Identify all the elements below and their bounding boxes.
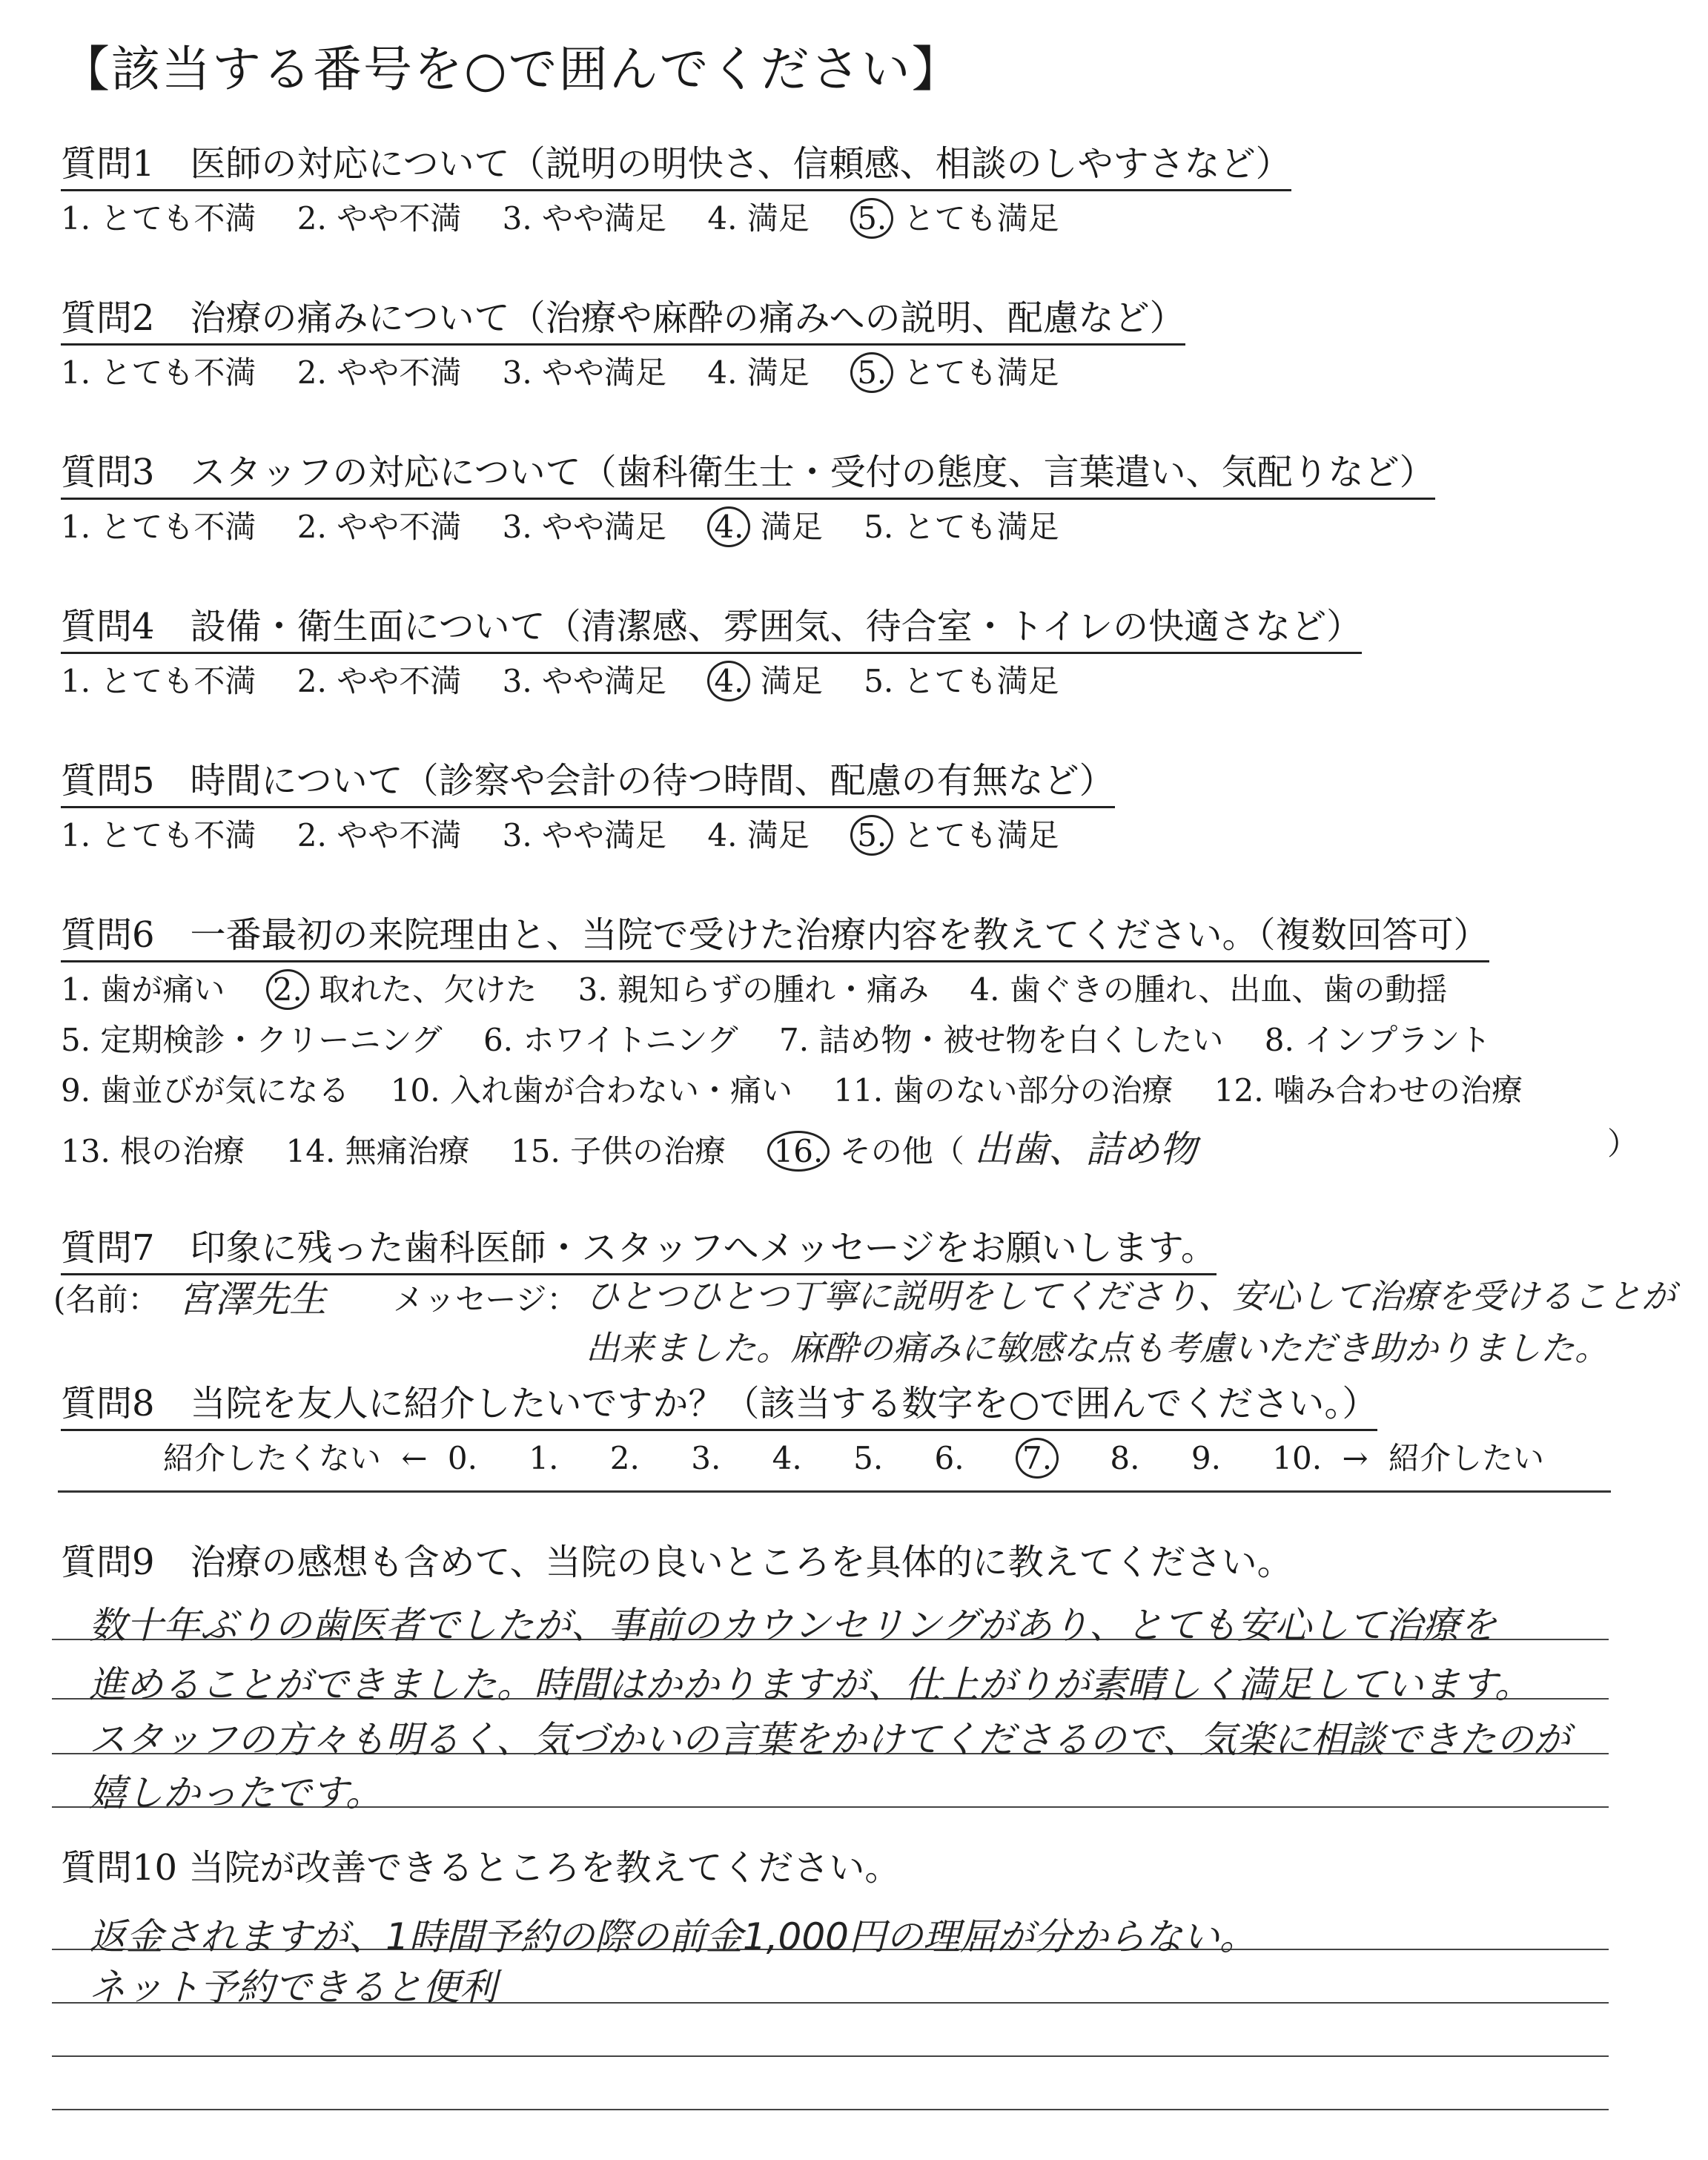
q6-row-2 bbox=[61, 1016, 1491, 1060]
q3-label: 質問3 スタッフの対応について（歯科衛生士・受付の態度、言葉遣い、気配りなど） bbox=[61, 443, 1435, 500]
q6-row-1 bbox=[61, 965, 1447, 1010]
q4-options bbox=[61, 657, 1059, 701]
q6-opt-16-text: その他（ bbox=[839, 1133, 964, 1169]
q2-opt-2[interactable]: 2. やや不満 bbox=[297, 354, 462, 391]
q6-label: 質問6 一番最初の来院理由と、当院で受けた治療内容を教えてください。（複数回答可） bbox=[61, 906, 1489, 962]
q5-opt-4[interactable]: 4. 満足 bbox=[707, 817, 810, 853]
q6-other-close-paren: ） bbox=[1607, 1126, 1639, 1162]
q2-opt-5-circled[interactable]: 5. bbox=[850, 352, 893, 393]
q1-opt-3[interactable]: 3. やや満足 bbox=[502, 200, 667, 237]
q6-opt-2-circled[interactable]: 2. bbox=[266, 969, 309, 1010]
q9-answer-line-4[interactable]: 嬉しかったです。 bbox=[89, 1771, 383, 1814]
q10-line-rule-4 bbox=[52, 2109, 1609, 2110]
q7-name-input[interactable]: 宮澤先生 bbox=[178, 1278, 326, 1321]
q6-opt-5[interactable]: 5. 定期検診・クリーニング bbox=[61, 1022, 443, 1058]
q1-options bbox=[61, 194, 1059, 239]
q9-label: 質問9 治療の感想も含めて、当院の良いところを具体的に教えてください。 bbox=[61, 1542, 1293, 1583]
q8-num-4[interactable]: 4. bbox=[772, 1440, 802, 1476]
q1-opt-5-text: とても満足 bbox=[903, 200, 1059, 237]
q9-answer-line-1[interactable]: 数十年ぶりの歯医者でしたが、事前のカウンセリングがあり、とても安心して治療を bbox=[89, 1604, 1497, 1647]
q6-opt-10[interactable]: 10. 入れ歯が合わない・痛い bbox=[390, 1072, 792, 1109]
q4-opt-2[interactable]: 2. やや不満 bbox=[297, 663, 462, 699]
q1-label: 質問1 医師の対応について（説明の明快さ、信頼感、相談のしやすさなど） bbox=[61, 135, 1291, 191]
q4-opt-1[interactable]: 1. とても不満 bbox=[61, 663, 256, 699]
q8-num-7-circled[interactable]: 7. bbox=[1016, 1438, 1059, 1479]
q8-num-6[interactable]: 6. bbox=[934, 1440, 964, 1476]
q8-num-2[interactable]: 2. bbox=[609, 1440, 640, 1476]
q5-label: 質問5 時間について（診察や会計の待つ時間、配慮の有無など） bbox=[61, 752, 1115, 808]
q8-right-label: → 紹介したい bbox=[1342, 1440, 1544, 1476]
q6-opt-6[interactable]: 6. ホワイトニング bbox=[483, 1022, 738, 1058]
q7-name-label: (名前： bbox=[53, 1281, 159, 1318]
q8-num-1[interactable]: 1. bbox=[529, 1440, 559, 1476]
q8-num-3[interactable]: 3. bbox=[691, 1440, 721, 1476]
q6-opt-12[interactable]: 12. 噛み合わせの治療 bbox=[1214, 1072, 1523, 1109]
q6-opt-16-circled[interactable]: 16. bbox=[767, 1131, 830, 1172]
q5-options bbox=[61, 811, 1059, 856]
q8-num-8[interactable]: 8. bbox=[1110, 1440, 1140, 1476]
q3-options bbox=[61, 503, 1059, 547]
q4-opt-3[interactable]: 3. やや満足 bbox=[502, 663, 667, 699]
q3-opt-2[interactable]: 2. やや不満 bbox=[297, 509, 462, 545]
q6-opt-4[interactable]: 4. 歯ぐきの腫れ、出血、歯の動揺 bbox=[970, 971, 1448, 1008]
q5-opt-5-text: とても満足 bbox=[903, 817, 1059, 853]
q4-opt-4-circled[interactable]: 4. bbox=[707, 661, 750, 701]
q2-label: 質問2 治療の痛みについて（治療や麻酔の痛みへの説明、配慮など） bbox=[61, 289, 1185, 346]
q1-opt-4[interactable]: 4. 満足 bbox=[707, 200, 810, 237]
q8-label: 質問8 当院を友人に紹介したいですか？（該当する数字を○で囲んでください。） bbox=[61, 1375, 1377, 1431]
q7-message-line-2[interactable]: 出来ました。麻酔の痛みに敏感な点も考慮いただき助かりました。 bbox=[586, 1328, 1609, 1368]
q8-num-10[interactable]: 10. bbox=[1272, 1440, 1323, 1476]
q7-message-label: メッセージ： bbox=[393, 1281, 578, 1318]
q6-opt-13[interactable]: 13. 根の治療 bbox=[61, 1133, 245, 1169]
q6-row-3 bbox=[61, 1066, 1523, 1111]
q1-opt-5-circled[interactable]: 5. bbox=[850, 198, 893, 239]
q6-opt-7[interactable]: 7. 詰め物・被せ物を白くしたい bbox=[778, 1022, 1224, 1058]
q1-opt-2[interactable]: 2. やや不満 bbox=[297, 200, 462, 237]
q10-line-rule-3 bbox=[52, 2055, 1609, 2057]
q9-answer-line-3[interactable]: スタッフの方々も明るく、気づかいの言葉をかけてくださるので、気楽に相談できたのが bbox=[89, 1718, 1570, 1761]
q4-opt-5[interactable]: 5. とても満足 bbox=[864, 663, 1059, 699]
q6-row-4 bbox=[61, 1120, 1196, 1173]
q6-opt-9[interactable]: 9. 歯並びが気になる bbox=[61, 1072, 350, 1109]
q3-opt-5[interactable]: 5. とても満足 bbox=[864, 509, 1059, 545]
q1-opt-1[interactable]: 1. とても不満 bbox=[61, 200, 256, 237]
q8-scale bbox=[163, 1434, 1544, 1479]
page-title: 【該当する番号を○で囲んでください】 bbox=[61, 41, 962, 98]
q3-opt-3[interactable]: 3. やや満足 bbox=[502, 509, 667, 545]
q2-opt-1[interactable]: 1. とても不満 bbox=[61, 354, 256, 391]
q2-opt-3[interactable]: 3. やや満足 bbox=[502, 354, 667, 391]
q8-divider bbox=[58, 1490, 1611, 1493]
q3-opt-4-text: 満足 bbox=[760, 509, 823, 545]
q5-opt-3[interactable]: 3. やや満足 bbox=[502, 817, 667, 853]
q6-opt-14[interactable]: 14. 無痛治療 bbox=[285, 1133, 470, 1169]
q8-num-0[interactable]: 0. bbox=[447, 1440, 477, 1476]
q10-answer-line-1[interactable]: 返金されますが、1時間予約の際の前金1,000円の理屈が分からない。 bbox=[89, 1915, 1257, 1958]
q2-options bbox=[61, 349, 1059, 393]
q6-opt-15[interactable]: 15. 子供の治療 bbox=[511, 1133, 726, 1169]
q2-opt-5-text: とても満足 bbox=[903, 354, 1059, 391]
q7-message-line-1[interactable]: ひとつひとつ丁寧に説明をしてくださり、安心して治療を受けることが bbox=[586, 1276, 1676, 1316]
q8-num-5[interactable]: 5. bbox=[853, 1440, 884, 1476]
q6-opt-8[interactable]: 8. インプラント bbox=[1264, 1022, 1492, 1058]
q6-other-input[interactable]: 出歯、詰め物 bbox=[974, 1128, 1197, 1171]
q6-opt-3[interactable]: 3. 親知らずの腫れ・痛み bbox=[577, 971, 930, 1008]
q2-opt-4[interactable]: 4. 満足 bbox=[707, 354, 810, 391]
q3-opt-1[interactable]: 1. とても不満 bbox=[61, 509, 256, 545]
q4-label: 質問4 設備・衛生面について（清潔感、雰囲気、待合室・トイレの快適さなど） bbox=[61, 598, 1362, 654]
q10-answer-line-2[interactable]: ネット予約できると便利 bbox=[89, 1966, 497, 2009]
q3-opt-4-circled[interactable]: 4. bbox=[707, 506, 750, 547]
q7-label: 質問7 印象に残った歯科医師・スタッフへメッセージをお願いします。 bbox=[61, 1219, 1217, 1275]
q6-opt-2-text: 取れた、欠けた bbox=[319, 971, 537, 1008]
q5-opt-5-circled[interactable]: 5. bbox=[850, 815, 893, 856]
q5-opt-2[interactable]: 2. やや不満 bbox=[297, 817, 462, 853]
q8-left-label: 紹介したくない ← bbox=[163, 1440, 428, 1476]
q6-opt-1[interactable]: 1. 歯が痛い bbox=[61, 971, 225, 1008]
q8-num-9[interactable]: 9. bbox=[1191, 1440, 1221, 1476]
q4-opt-4-text: 満足 bbox=[760, 663, 823, 699]
q9-answer-line-2[interactable]: 進めることができました。時間はかかりますが、仕上がりが素晴しく満足しています。 bbox=[89, 1663, 1532, 1706]
q6-opt-11[interactable]: 11. 歯のない部分の治療 bbox=[833, 1072, 1174, 1109]
q10-label: 質問10 当院が改善できるところを教えてください。 bbox=[61, 1847, 901, 1889]
q5-opt-1[interactable]: 1. とても不満 bbox=[61, 817, 256, 853]
